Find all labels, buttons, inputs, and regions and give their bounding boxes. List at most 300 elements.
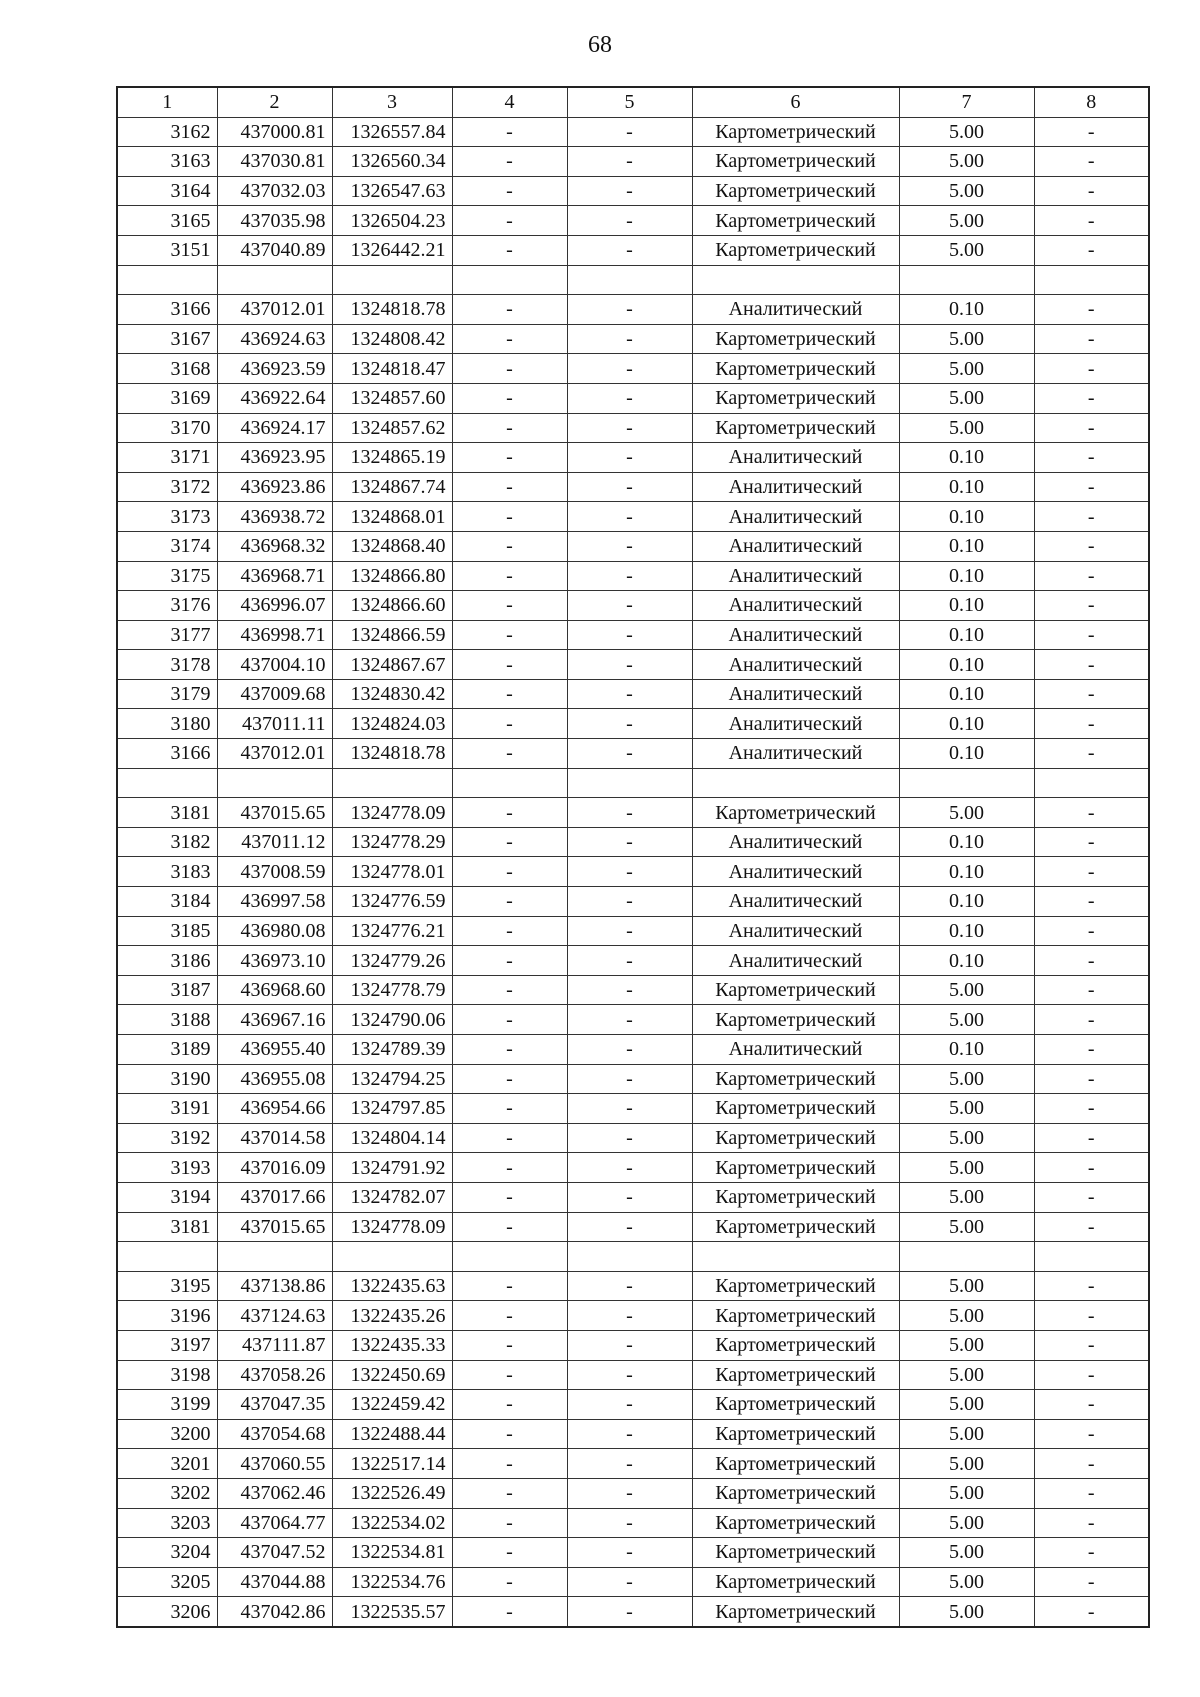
table-cell: - <box>567 916 692 946</box>
table-cell: - <box>452 1567 567 1597</box>
table-cell: 1324857.62 <box>332 413 452 443</box>
table-cell: - <box>567 1449 692 1479</box>
table-cell: - <box>567 1301 692 1331</box>
table-cell: 3179 <box>117 679 217 709</box>
table-cell: - <box>567 324 692 354</box>
table-cell: 3200 <box>117 1419 217 1449</box>
column-header-6: 6 <box>692 87 899 117</box>
table-cell: 0.10 <box>899 295 1034 325</box>
table-cell: - <box>452 206 567 236</box>
table-cell: - <box>567 1094 692 1124</box>
table-cell: Аналитический <box>692 502 899 532</box>
table-cell: 5.00 <box>899 1419 1034 1449</box>
table-cell: 437060.55 <box>217 1449 332 1479</box>
table-cell: 5.00 <box>899 1212 1034 1242</box>
table-cell: - <box>452 1330 567 1360</box>
table-cell: 1324778.09 <box>332 1212 452 1242</box>
table-cell: - <box>1034 502 1149 532</box>
table-cell: Аналитический <box>692 916 899 946</box>
table-cell: - <box>1034 916 1149 946</box>
table-cell: 0.10 <box>899 679 1034 709</box>
table-cell: - <box>567 887 692 917</box>
table-cell: Картометрический <box>692 1478 899 1508</box>
table-row <box>117 1035 1149 1065</box>
table-cell: - <box>1034 117 1149 147</box>
table-cell: 0.10 <box>899 531 1034 561</box>
table-cell: 3164 <box>117 176 217 206</box>
table-cell <box>1034 265 1149 295</box>
table-cell: 3186 <box>117 946 217 976</box>
table-cell: 437047.52 <box>217 1538 332 1568</box>
table-row <box>117 1182 1149 1212</box>
table-cell: 3198 <box>117 1360 217 1390</box>
table-cell: Аналитический <box>692 679 899 709</box>
table-cell: 3180 <box>117 709 217 739</box>
table-cell: - <box>1034 235 1149 265</box>
table-cell: 3206 <box>117 1597 217 1627</box>
table-cell: - <box>567 946 692 976</box>
table-cell: - <box>567 561 692 591</box>
table-row <box>117 1123 1149 1153</box>
table-cell: 1322534.02 <box>332 1508 452 1538</box>
table-cell: - <box>567 1064 692 1094</box>
table-cell: 437015.65 <box>217 798 332 828</box>
table-cell: Картометрический <box>692 354 899 384</box>
table-cell: 3184 <box>117 887 217 917</box>
table-cell: Картометрический <box>692 1330 899 1360</box>
table-cell: - <box>452 946 567 976</box>
table-cell: 5.00 <box>899 1478 1034 1508</box>
table-cell: - <box>567 1538 692 1568</box>
table-cell: Картометрический <box>692 1508 899 1538</box>
table-cell: 1324782.07 <box>332 1182 452 1212</box>
table-cell: - <box>452 1182 567 1212</box>
table-cell: 0.10 <box>899 1035 1034 1065</box>
table-cell: Картометрический <box>692 413 899 443</box>
table-row <box>117 591 1149 621</box>
table-cell: 437009.68 <box>217 679 332 709</box>
table-cell: 436968.32 <box>217 531 332 561</box>
table-cell: 437047.35 <box>217 1390 332 1420</box>
table-cell: 5.00 <box>899 798 1034 828</box>
table-cell: 5.00 <box>899 117 1034 147</box>
table-cell: 3188 <box>117 1005 217 1035</box>
table-cell: - <box>452 561 567 591</box>
table-cell: 1324866.59 <box>332 620 452 650</box>
table-cell: - <box>1034 1271 1149 1301</box>
table-cell <box>567 768 692 798</box>
table-cell: - <box>452 235 567 265</box>
table-row <box>117 1330 1149 1360</box>
table-cell: 1324789.39 <box>332 1035 452 1065</box>
table-cell: Аналитический <box>692 531 899 561</box>
table-cell: Аналитический <box>692 857 899 887</box>
table-cell: 0.10 <box>899 620 1034 650</box>
table-cell: 3167 <box>117 324 217 354</box>
table-cell: 437014.58 <box>217 1123 332 1153</box>
table-cell: - <box>1034 739 1149 769</box>
table-cell: Аналитический <box>692 1035 899 1065</box>
table-cell: - <box>567 1419 692 1449</box>
table-cell: 1322459.42 <box>332 1390 452 1420</box>
table-cell: - <box>567 472 692 502</box>
table-cell: - <box>567 650 692 680</box>
table-cell: 437030.81 <box>217 147 332 177</box>
table-cell: 5.00 <box>899 1360 1034 1390</box>
table-cell: - <box>1034 679 1149 709</box>
table-cell: 3163 <box>117 147 217 177</box>
table-cell: - <box>567 383 692 413</box>
table-cell: Картометрический <box>692 1301 899 1331</box>
table-cell: 5.00 <box>899 147 1034 177</box>
table-cell: Картометрический <box>692 798 899 828</box>
table-cell: - <box>1034 383 1149 413</box>
table-cell: - <box>1034 1419 1149 1449</box>
table-cell: - <box>567 857 692 887</box>
table-cell: - <box>567 1508 692 1538</box>
table-cell: 3201 <box>117 1449 217 1479</box>
table-cell: - <box>1034 1301 1149 1331</box>
table-cell: 5.00 <box>899 1153 1034 1183</box>
table-cell: - <box>567 620 692 650</box>
table-cell: Картометрический <box>692 1360 899 1390</box>
table-cell <box>567 265 692 295</box>
table-cell <box>332 1242 452 1272</box>
table-cell: 3189 <box>117 1035 217 1065</box>
table-cell: - <box>567 413 692 443</box>
table-cell: - <box>567 591 692 621</box>
table-row <box>117 235 1149 265</box>
table-cell: - <box>452 1449 567 1479</box>
table-cell <box>692 1242 899 1272</box>
table-cell: Аналитический <box>692 443 899 473</box>
table-row <box>117 1360 1149 1390</box>
table-row <box>117 383 1149 413</box>
table-cell: 5.00 <box>899 1390 1034 1420</box>
table-cell: 437064.77 <box>217 1508 332 1538</box>
table-cell: - <box>452 1123 567 1153</box>
table-cell: - <box>1034 206 1149 236</box>
table-cell: - <box>452 916 567 946</box>
table-cell: 3191 <box>117 1094 217 1124</box>
header-row <box>117 87 1149 117</box>
table-cell: - <box>1034 354 1149 384</box>
table-cell: 1326560.34 <box>332 147 452 177</box>
table-cell: 1322517.14 <box>332 1449 452 1479</box>
table-cell: Аналитический <box>692 620 899 650</box>
table-cell: 437000.81 <box>217 117 332 147</box>
table-cell: 3166 <box>117 295 217 325</box>
table-cell: Картометрический <box>692 206 899 236</box>
table-cell: 1324808.42 <box>332 324 452 354</box>
table-cell: 3202 <box>117 1478 217 1508</box>
table-cell: 1324865.19 <box>332 443 452 473</box>
table-cell: - <box>452 1212 567 1242</box>
table-cell: - <box>567 975 692 1005</box>
table-cell <box>452 768 567 798</box>
table-cell: - <box>1034 975 1149 1005</box>
table-cell: 5.00 <box>899 176 1034 206</box>
table-cell: - <box>567 176 692 206</box>
table-cell: - <box>567 827 692 857</box>
table-row <box>117 1478 1149 1508</box>
table-cell: Картометрический <box>692 1182 899 1212</box>
column-header-4: 4 <box>452 87 567 117</box>
table-cell: 436997.58 <box>217 887 332 917</box>
table-cell: - <box>567 1478 692 1508</box>
table-cell: - <box>567 1182 692 1212</box>
table-cell: - <box>1034 1094 1149 1124</box>
table-row <box>117 413 1149 443</box>
table-row <box>117 827 1149 857</box>
table-row <box>117 739 1149 769</box>
table-cell <box>692 265 899 295</box>
table-row <box>117 1005 1149 1035</box>
table-row <box>117 1301 1149 1331</box>
table-cell <box>1034 768 1149 798</box>
table-cell: 436955.08 <box>217 1064 332 1094</box>
table-cell: 3192 <box>117 1123 217 1153</box>
table-row <box>117 147 1149 177</box>
table-cell: 3176 <box>117 591 217 621</box>
table-cell: - <box>1034 620 1149 650</box>
table-cell: 3182 <box>117 827 217 857</box>
table-cell: 1324867.74 <box>332 472 452 502</box>
table-body <box>117 117 1149 1627</box>
table-cell: 436923.59 <box>217 354 332 384</box>
table-cell <box>332 768 452 798</box>
table-row <box>117 798 1149 828</box>
table-cell: - <box>1034 946 1149 976</box>
table-cell: - <box>1034 147 1149 177</box>
table-cell: - <box>567 1360 692 1390</box>
table-cell <box>117 1242 217 1272</box>
table-cell: - <box>567 679 692 709</box>
table-cell <box>217 1242 332 1272</box>
table-cell: - <box>1034 1064 1149 1094</box>
table-cell: - <box>1034 709 1149 739</box>
table-cell <box>452 265 567 295</box>
table-cell: 1324818.47 <box>332 354 452 384</box>
table-cell: - <box>1034 1123 1149 1153</box>
table-cell: - <box>452 650 567 680</box>
table-cell: Картометрический <box>692 1064 899 1094</box>
table-cell: 436973.10 <box>217 946 332 976</box>
table-cell <box>117 265 217 295</box>
table-cell: - <box>1034 887 1149 917</box>
table-cell: - <box>1034 798 1149 828</box>
table-cell: - <box>452 1538 567 1568</box>
table-cell <box>899 265 1034 295</box>
table-cell: Аналитический <box>692 739 899 769</box>
table-row <box>117 620 1149 650</box>
table-cell: 5.00 <box>899 1094 1034 1124</box>
table-cell: 1324868.40 <box>332 531 452 561</box>
table-cell: Картометрический <box>692 1094 899 1124</box>
table-cell: 1324790.06 <box>332 1005 452 1035</box>
table-row <box>117 709 1149 739</box>
table-cell: 436968.60 <box>217 975 332 1005</box>
column-header-7: 7 <box>899 87 1034 117</box>
table-cell: Картометрический <box>692 1153 899 1183</box>
table-cell: 437042.86 <box>217 1597 332 1627</box>
table-cell: - <box>452 1390 567 1420</box>
table-cell: - <box>567 1597 692 1627</box>
table-cell: 1324776.59 <box>332 887 452 917</box>
table-cell: 437111.87 <box>217 1330 332 1360</box>
table-cell: - <box>1034 1449 1149 1479</box>
table-cell: - <box>452 502 567 532</box>
table-cell: 0.10 <box>899 502 1034 532</box>
table-cell: 3172 <box>117 472 217 502</box>
table-cell: 437124.63 <box>217 1301 332 1331</box>
table-row <box>117 472 1149 502</box>
table-cell: - <box>567 1035 692 1065</box>
table-cell: 0.10 <box>899 857 1034 887</box>
table-cell: 0.10 <box>899 561 1034 591</box>
table-row <box>117 1597 1149 1627</box>
table-row <box>117 1064 1149 1094</box>
table-cell: 436922.64 <box>217 383 332 413</box>
table-cell: 5.00 <box>899 413 1034 443</box>
table-cell: 436968.71 <box>217 561 332 591</box>
table-row <box>117 1449 1149 1479</box>
table-cell: 1326547.63 <box>332 176 452 206</box>
table-cell: 1324866.60 <box>332 591 452 621</box>
table-cell: - <box>452 531 567 561</box>
table-cell <box>217 265 332 295</box>
table-cell: 3166 <box>117 739 217 769</box>
table-cell: 437016.09 <box>217 1153 332 1183</box>
table-cell: Аналитический <box>692 295 899 325</box>
table-cell: 5.00 <box>899 1330 1034 1360</box>
table-cell: - <box>452 739 567 769</box>
table-cell: Картометрический <box>692 1538 899 1568</box>
table-cell: 3185 <box>117 916 217 946</box>
table-cell <box>692 768 899 798</box>
table-row <box>117 679 1149 709</box>
table-cell: Картометрический <box>692 1449 899 1479</box>
table-cell: 5.00 <box>899 1449 1034 1479</box>
table-cell: - <box>1034 1330 1149 1360</box>
table-cell: 3168 <box>117 354 217 384</box>
table-cell: - <box>452 1360 567 1390</box>
table-cell: - <box>452 117 567 147</box>
table-cell: - <box>452 1005 567 1035</box>
table-cell: Аналитический <box>692 946 899 976</box>
table-cell: 436924.17 <box>217 413 332 443</box>
table-cell: - <box>452 1419 567 1449</box>
table-cell: 1324830.42 <box>332 679 452 709</box>
table-cell: - <box>1034 827 1149 857</box>
table-cell: - <box>1034 1360 1149 1390</box>
table-cell: 0.10 <box>899 916 1034 946</box>
table-row <box>117 916 1149 946</box>
table-cell: - <box>567 709 692 739</box>
table-cell: - <box>1034 1538 1149 1568</box>
table-cell: 0.10 <box>899 827 1034 857</box>
table-cell: - <box>567 117 692 147</box>
table-cell: - <box>1034 1212 1149 1242</box>
table-row <box>117 857 1149 887</box>
table-cell: 1324797.85 <box>332 1094 452 1124</box>
table-cell: - <box>567 354 692 384</box>
table-cell: 1324778.79 <box>332 975 452 1005</box>
table-cell: 3195 <box>117 1271 217 1301</box>
table-cell: - <box>567 1330 692 1360</box>
table-row <box>117 650 1149 680</box>
table-cell <box>567 1242 692 1272</box>
table-row <box>117 176 1149 206</box>
table-cell: 0.10 <box>899 591 1034 621</box>
table-cell: 5.00 <box>899 235 1034 265</box>
table-cell: - <box>1034 324 1149 354</box>
table-cell: - <box>567 206 692 236</box>
table-cell: Аналитический <box>692 887 899 917</box>
table-cell: - <box>1034 472 1149 502</box>
table-cell: - <box>452 679 567 709</box>
table-cell: 437040.89 <box>217 235 332 265</box>
table-cell: 3197 <box>117 1330 217 1360</box>
table-cell: 1322435.26 <box>332 1301 452 1331</box>
table-cell: 1324866.80 <box>332 561 452 591</box>
table-row <box>117 502 1149 532</box>
table-cell: 1324778.01 <box>332 857 452 887</box>
table-cell: 5.00 <box>899 1567 1034 1597</box>
table-cell: 5.00 <box>899 324 1034 354</box>
table-cell: 5.00 <box>899 1508 1034 1538</box>
table-cell: 3193 <box>117 1153 217 1183</box>
table-cell <box>452 1242 567 1272</box>
table-cell: - <box>567 443 692 473</box>
table-row <box>117 1390 1149 1420</box>
table-cell: - <box>1034 443 1149 473</box>
table-cell: - <box>1034 413 1149 443</box>
table-cell: 3194 <box>117 1182 217 1212</box>
table-cell: 3174 <box>117 531 217 561</box>
table-cell: - <box>452 1478 567 1508</box>
table-cell: Картометрический <box>692 324 899 354</box>
table-cell: 1324857.60 <box>332 383 452 413</box>
table-cell: Картометрический <box>692 1419 899 1449</box>
table-cell: 5.00 <box>899 354 1034 384</box>
table-cell: - <box>1034 591 1149 621</box>
table-cell: 1322488.44 <box>332 1419 452 1449</box>
table-cell: 5.00 <box>899 1538 1034 1568</box>
table-cell: - <box>567 1153 692 1183</box>
table-cell: - <box>452 324 567 354</box>
table-cell: 1326557.84 <box>332 117 452 147</box>
table-cell: - <box>1034 176 1149 206</box>
table-cell: - <box>567 1123 692 1153</box>
table-cell: - <box>452 1271 567 1301</box>
table-cell: 3162 <box>117 117 217 147</box>
table-cell: - <box>452 1597 567 1627</box>
table-cell: - <box>452 354 567 384</box>
table-row <box>117 117 1149 147</box>
table-cell: - <box>452 709 567 739</box>
table-cell: - <box>452 383 567 413</box>
table-cell: - <box>1034 1390 1149 1420</box>
table-cell: 3171 <box>117 443 217 473</box>
table-cell: - <box>1034 561 1149 591</box>
table-cell: 437138.86 <box>217 1271 332 1301</box>
table-cell: Аналитический <box>692 709 899 739</box>
table-cell: 436996.07 <box>217 591 332 621</box>
table-cell: 3199 <box>117 1390 217 1420</box>
table-row <box>117 887 1149 917</box>
table-cell: - <box>452 147 567 177</box>
